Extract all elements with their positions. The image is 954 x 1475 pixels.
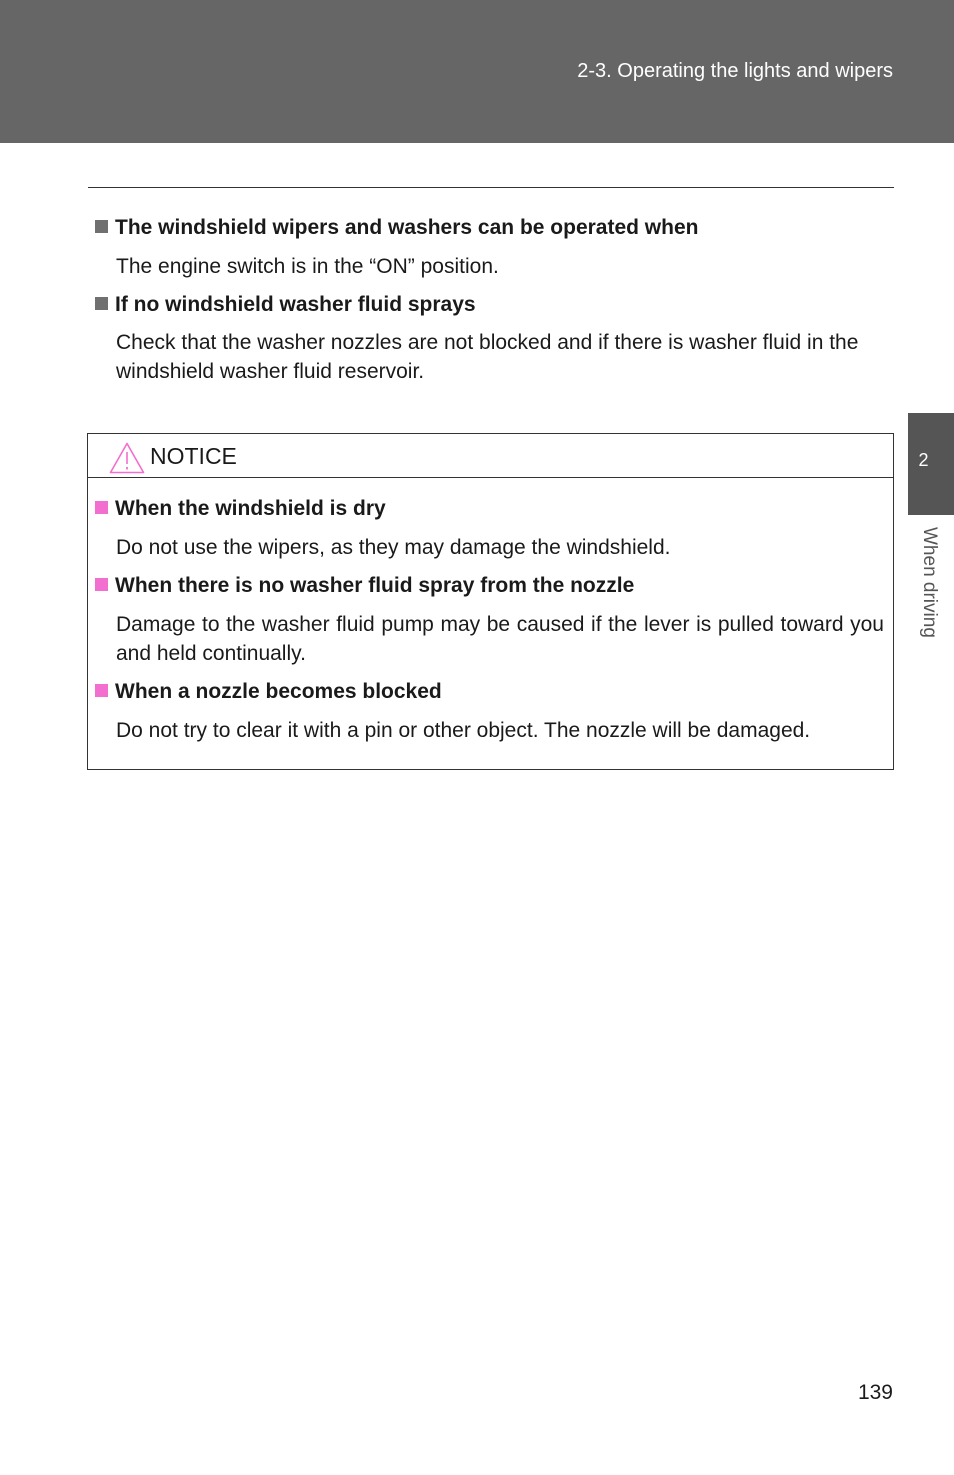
- header-band: [0, 0, 954, 143]
- square-bullet-icon: [95, 578, 108, 591]
- notice-text-blocked: Do not try to clear it with a pin or other object. The nozzle will be damaged.: [116, 719, 811, 742]
- notice-title: NOTICE: [150, 443, 237, 469]
- notice-heading-blocked: When a nozzle becomes blocked: [95, 679, 442, 705]
- notice-divider: [88, 477, 893, 478]
- square-bullet-icon: [95, 220, 108, 233]
- top-rule: [88, 187, 894, 188]
- square-bullet-icon: [95, 501, 108, 514]
- notice-text-dry: Do not use the wipers, as they may damage the windshield.: [116, 536, 671, 559]
- info-heading-operation: The windshield wipers and washers can be operated when: [95, 215, 698, 241]
- chapter-tab: [908, 413, 954, 515]
- info-heading-no-spray: If no windshield washer fluid sprays: [95, 292, 476, 318]
- notice-heading-no-spray: When there is no washer fluid spray from the nozzle: [95, 573, 634, 599]
- info-text-operation: The engine switch is in the “ON” position.: [116, 255, 499, 278]
- warning-triangle-icon: [109, 442, 145, 474]
- notice-heading-dry: When the windshield is dry: [95, 496, 386, 522]
- chapter-label: When driving: [919, 527, 940, 638]
- chapter-number: 2: [918, 450, 929, 470]
- square-bullet-icon: [95, 684, 108, 697]
- page-number: 139: [857, 1381, 893, 1404]
- square-bullet-icon: [95, 297, 108, 310]
- info-text-no-spray: Check that the washer nozzles are not blocked and if there is washer fluid in the windshield washer fluid reservoir.: [116, 331, 859, 383]
- section-title: 2-3. Operating the lights and wipers: [577, 60, 893, 82]
- notice-text-no-spray: Damage to the washer fluid pump may be caused if the lever is pulled toward you and held continually.: [116, 613, 884, 665]
